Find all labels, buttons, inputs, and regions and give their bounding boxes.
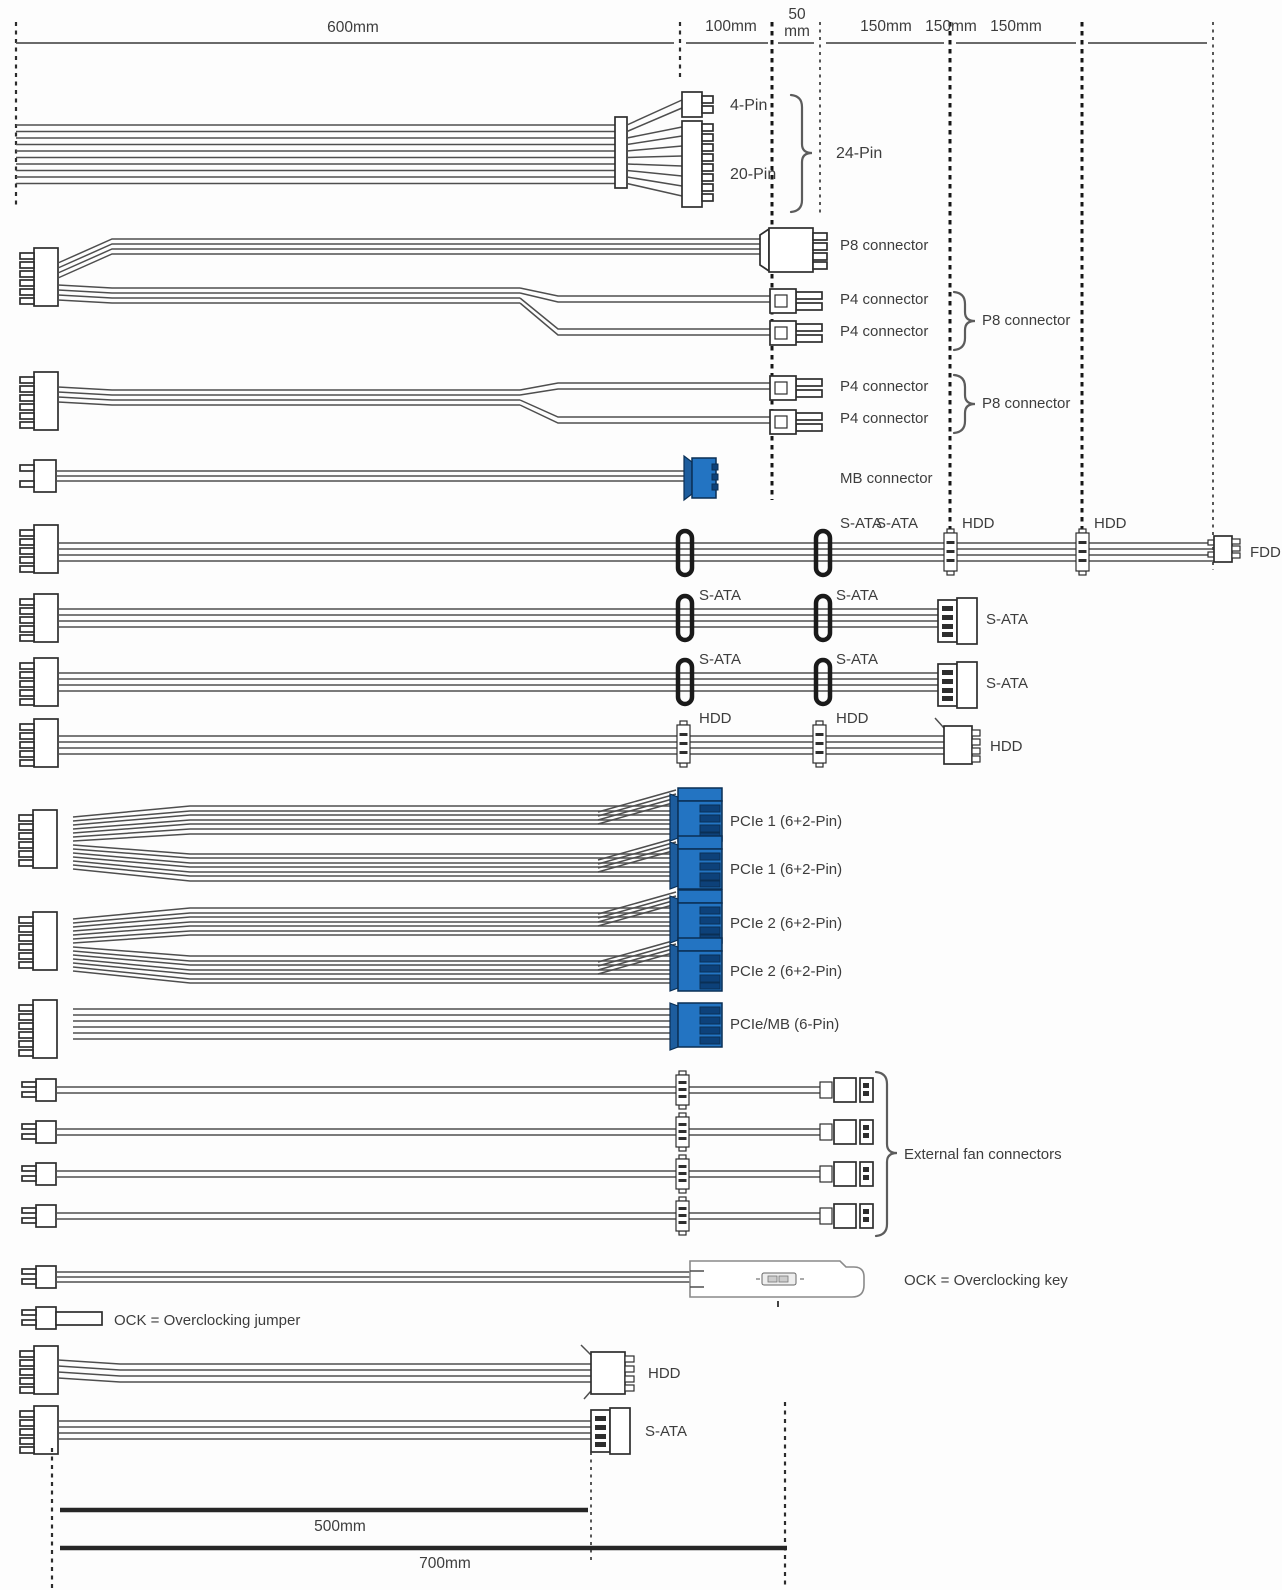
cable-chain-sata-a xyxy=(20,587,1028,644)
ruler-label-500mm: 500mm xyxy=(314,1518,366,1535)
cable-cpu-b xyxy=(20,372,1070,434)
sata-inline-connector-2 xyxy=(816,596,830,640)
ruler-label-700mm: 700mm xyxy=(419,1555,471,1572)
cable-ock-key xyxy=(22,1261,1068,1307)
label-pcie-mb: PCIe/MB (6-Pin) xyxy=(730,1016,840,1033)
connector-20pin xyxy=(682,121,713,207)
cable-mb xyxy=(20,456,933,500)
label-pcie1b: PCIe 1 (6+2-Pin) xyxy=(730,861,843,878)
wires xyxy=(56,471,684,481)
fan-end-connector xyxy=(820,1078,873,1102)
cable-short-hdd xyxy=(20,1345,681,1399)
pcie-connector xyxy=(670,836,722,889)
label-24pin: 24-Pin xyxy=(836,145,883,162)
crimp-tail xyxy=(935,718,944,728)
ruler-label-150mm-3: 150mm xyxy=(990,18,1042,35)
label-ock-key: OCK = Overclocking key xyxy=(904,1272,1068,1289)
cable-cpu-a xyxy=(20,228,1070,350)
ruler-label-50: 50 xyxy=(788,6,806,23)
label-p4-2: P4 connector xyxy=(840,323,929,340)
fan-plug xyxy=(22,1307,56,1329)
psu-plug xyxy=(20,248,58,306)
psu-plug xyxy=(20,372,58,430)
pcie-connector xyxy=(670,788,722,841)
sata-inline-connector-1 xyxy=(678,596,692,640)
psu-plug xyxy=(19,912,57,970)
hdd-end-connector xyxy=(591,1352,634,1394)
label-hdd-1: HDD xyxy=(962,515,995,532)
psu-plug xyxy=(20,460,56,492)
label-sata-1: S-ATA xyxy=(699,587,741,604)
cable-pcie-1 xyxy=(19,788,842,889)
wire-bundle-terminator xyxy=(615,117,627,188)
fan-plug xyxy=(22,1163,56,1185)
fan-plug xyxy=(22,1079,56,1101)
wires-b xyxy=(73,845,678,881)
wires-b xyxy=(73,947,678,983)
plus2-wires-b xyxy=(598,940,676,974)
ruler-label-150mm-2: 150mm xyxy=(925,18,977,35)
wires xyxy=(16,125,616,184)
fan-end-connector xyxy=(820,1120,873,1144)
label-4pin: 4-Pin xyxy=(730,97,768,114)
label-sata-2: S-ATA xyxy=(876,515,918,532)
p4-connector-1 xyxy=(770,376,822,400)
cable-chain-fdd xyxy=(20,515,1281,575)
sata-inline-connector-1 xyxy=(678,531,692,575)
label-short-sata: S-ATA xyxy=(645,1423,687,1440)
sata-end-connector xyxy=(938,662,977,708)
psu-plug xyxy=(20,525,58,573)
mb-connector xyxy=(684,456,718,500)
fan-plug xyxy=(22,1266,56,1288)
psu-plug xyxy=(20,658,58,706)
label-sata-2: S-ATA xyxy=(836,651,878,668)
cable-chain-sata-b xyxy=(20,651,1028,708)
psu-plug xyxy=(20,1346,58,1394)
label-pcie2a: PCIe 2 (6+2-Pin) xyxy=(730,915,843,932)
hdd-inline-connector-1 xyxy=(944,529,957,575)
wires xyxy=(56,1171,820,1177)
cables-fans xyxy=(22,1071,1062,1236)
fan-coupler xyxy=(676,1113,689,1151)
fan-plug xyxy=(22,1121,56,1143)
wires xyxy=(58,1421,591,1439)
wires-a xyxy=(73,806,678,841)
brace-cpu-a xyxy=(954,292,975,350)
top-ruler xyxy=(16,6,1207,43)
wires xyxy=(58,609,938,627)
label-p4-2: P4 connector xyxy=(840,410,929,427)
label-fdd: FDD xyxy=(1250,544,1281,561)
wires xyxy=(56,1129,820,1135)
fan-plug xyxy=(22,1205,56,1227)
ruler-label-100mm: 100mm xyxy=(705,18,757,35)
plus2-wires-a xyxy=(598,892,676,926)
wires xyxy=(56,1213,820,1219)
cable-pcie-2 xyxy=(19,890,842,991)
fan-coupler xyxy=(676,1071,689,1109)
psu-plug xyxy=(20,594,58,642)
p4-connector-2 xyxy=(770,410,822,434)
label-cpu-a-combined: P8 connector xyxy=(982,312,1071,329)
wires xyxy=(58,383,770,423)
hdd-inline-connector-1 xyxy=(677,721,690,767)
cable-chain-hdd xyxy=(20,710,1023,767)
wires xyxy=(56,1272,690,1282)
label-p8: P8 connector xyxy=(840,237,929,254)
label-hdd-2: HDD xyxy=(1094,515,1127,532)
ock-key-pin xyxy=(768,1276,777,1282)
hdd-inline-connector-2 xyxy=(1076,529,1089,575)
cable-pcie-mb xyxy=(19,1000,839,1058)
label-sata-2: S-ATA xyxy=(836,587,878,604)
hdd-inline-connector-2 xyxy=(813,721,826,767)
label-sata-1: S-ATA xyxy=(699,651,741,668)
label-p4-1: P4 connector xyxy=(840,378,929,395)
p8-connector xyxy=(760,228,827,272)
label-pcie1a: PCIe 1 (6+2-Pin) xyxy=(730,813,843,830)
sata-end-connector xyxy=(938,598,977,644)
wires-p8-branch xyxy=(58,239,760,278)
wires xyxy=(73,1009,678,1039)
label-20pin: 20-Pin xyxy=(730,166,777,183)
cable-ock-jumper xyxy=(22,1307,300,1329)
label-hdd-1: HDD xyxy=(699,710,732,727)
brace-fans xyxy=(876,1072,897,1236)
label-hdd-2: HDD xyxy=(836,710,869,727)
label-p4-1: P4 connector xyxy=(840,291,929,308)
p4-connector-2 xyxy=(770,321,822,345)
hdd-end-connector xyxy=(944,726,980,764)
sata-inline-connector-2 xyxy=(816,531,830,575)
plus2-wires-a xyxy=(598,790,676,824)
label-mb: MB connector xyxy=(840,470,933,487)
wires xyxy=(58,543,1214,561)
wires-a xyxy=(73,908,678,943)
label-sata-end: S-ATA xyxy=(986,611,1028,628)
ruler-label-600mm: 600mm xyxy=(327,19,379,36)
pcie-connector xyxy=(670,890,722,943)
label-ock-jumper: OCK = Overclocking jumper xyxy=(114,1312,301,1329)
sata-inline-connector-1 xyxy=(678,660,692,704)
ock-key-pin xyxy=(779,1276,788,1282)
label-hdd-end: HDD xyxy=(990,738,1023,755)
psu-plug xyxy=(19,810,57,868)
label-sata-1: S-ATA xyxy=(840,515,882,532)
brace-cpu-b xyxy=(954,375,975,433)
jumper-bar xyxy=(56,1312,102,1325)
ruler-label-150mm-1: 150mm xyxy=(860,18,912,35)
label-short-hdd: HDD xyxy=(648,1365,681,1382)
wires xyxy=(58,673,938,691)
brace-24pin xyxy=(791,95,812,212)
fan-end-connector xyxy=(820,1162,873,1186)
sata-end-connector xyxy=(591,1408,630,1454)
label-cpu-b-combined: P8 connector xyxy=(982,395,1071,412)
wire-fanout xyxy=(627,100,682,196)
ruler-label-50mm: mm xyxy=(784,23,810,40)
pcie-connector xyxy=(670,938,722,991)
p4-connector-1 xyxy=(770,289,822,313)
cable-short-sata xyxy=(20,1406,687,1454)
wires xyxy=(58,1360,591,1382)
label-sata-end: S-ATA xyxy=(986,675,1028,692)
connector-4pin xyxy=(682,92,713,117)
label-fans: External fan connectors xyxy=(904,1146,1062,1163)
fan-end-connector xyxy=(820,1204,873,1228)
fan-coupler xyxy=(676,1197,689,1235)
cable-atx-24pin xyxy=(16,92,882,212)
psu-plug xyxy=(20,719,58,767)
label-pcie2b: PCIe 2 (6+2-Pin) xyxy=(730,963,843,980)
crimp-tails xyxy=(581,1345,591,1399)
psu-plug xyxy=(20,1406,58,1454)
measurement-guides-top xyxy=(16,22,1213,577)
sata-inline-connector-2 xyxy=(816,660,830,704)
wires xyxy=(56,1087,820,1093)
wires-p4-branch xyxy=(58,285,770,335)
fan-coupler xyxy=(676,1155,689,1193)
psu-plug xyxy=(19,1000,57,1058)
pcie-6pin-connector xyxy=(670,1003,722,1050)
wires xyxy=(58,736,944,754)
